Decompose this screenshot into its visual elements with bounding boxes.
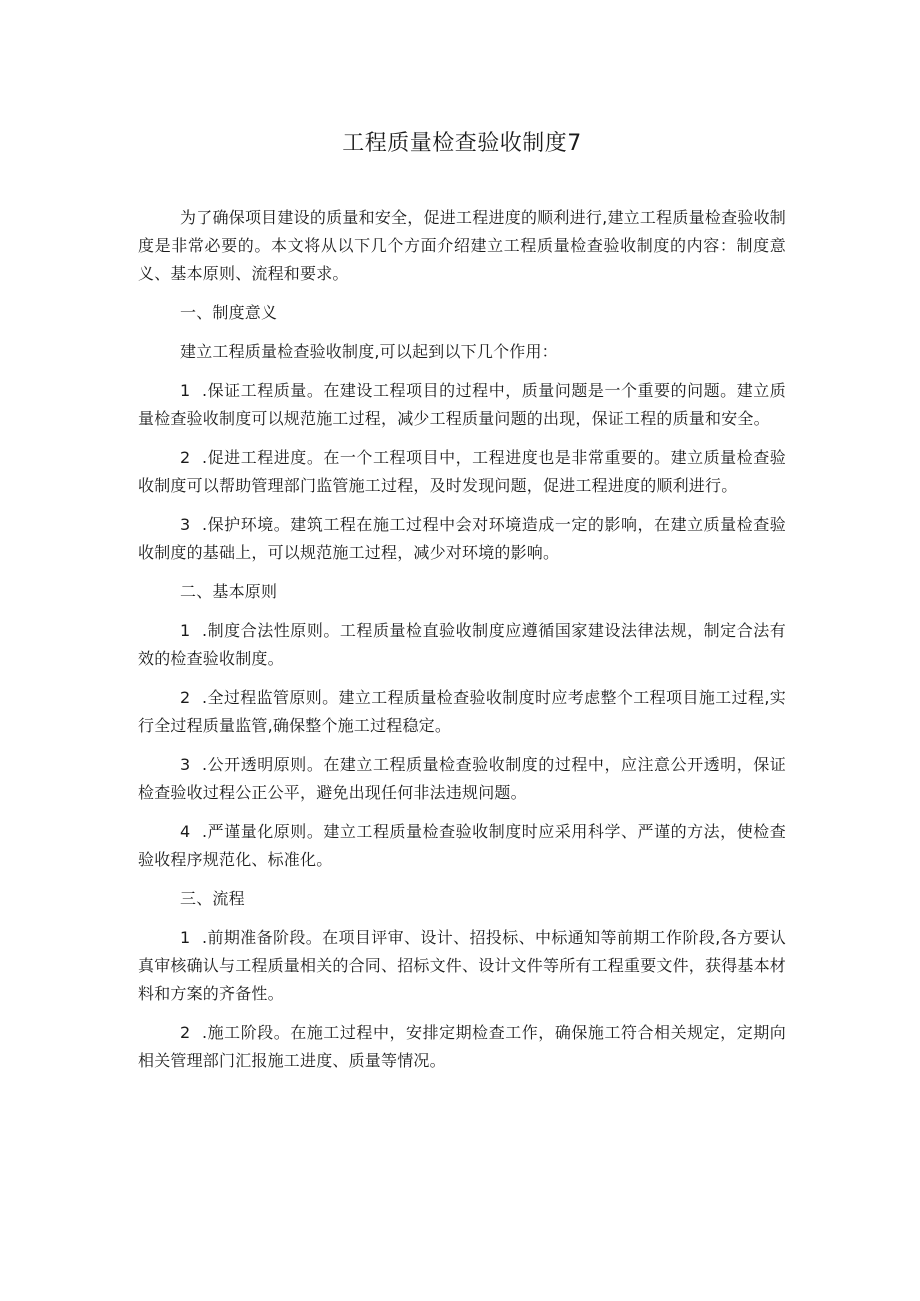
document-title: 工程质量检查验收制度7 <box>342 131 582 156</box>
item-number: 2 <box>180 688 191 707</box>
list-item <box>138 511 786 567</box>
section-heading: 二、基本原则 <box>180 582 278 601</box>
item-number: 2 <box>180 1023 191 1042</box>
item-text: .促进工程进度。在一个工程项目中，工程进度也是非常重要的。建立质量检查验收制度可以帮助管理部门监管施工过程，及时发现问题，促进工程进度的顺利进行。 <box>138 448 786 495</box>
list-item <box>138 1019 786 1075</box>
list-item <box>138 444 786 500</box>
intro-paragraph: 为了确保项目建设的质量和安全，促进工程进度的顺利进行,建立工程质量检查验收制度是非常必要的。本文将从以下几个方面介绍建立工程质量检查验收制度的内容：制度意义、基本原则、流程和要求。 <box>138 208 786 283</box>
item-number: 3 <box>180 515 191 534</box>
item-number: 1 <box>180 381 191 400</box>
item-number: 3 <box>180 755 191 774</box>
item-text: .前期准备阶段。在项目评审、设计、招投标、中标通知等前期工作阶段,各方要认真审核确认与工程质量相关的合同、招标文件、设计文件等所有工程重要文件，获得基本材料和方案的齐备性。 <box>138 928 787 1003</box>
list-item <box>138 377 786 433</box>
item-text: .制度合法性原则。工程质量检直验收制度应遵循国家建设法律法规，制定合法有效的检查验收制度。 <box>138 621 786 668</box>
item-text: .保证工程质量。在建设工程项目的过程中，质量问题是一个重要的问题。建立质量检查验收制度可以规范施工过程，减少工程质量问题的出现，保证工程的质量和安全。 <box>138 381 786 428</box>
list-item <box>138 818 786 874</box>
item-text: .施工阶段。在施工过程中，安排定期检查工作，确保施工符合相关规定，定期向相关管理部门汇报施工进度、质量等情况。 <box>138 1023 786 1070</box>
item-number: 1 <box>180 621 191 640</box>
item-number: 1 <box>180 928 191 947</box>
list-item <box>138 617 786 673</box>
item-text: .严谨量化原则。建立工程质量检查验收制度时应采用科学、严谨的方法，使检查验收程序规范化、标准化。 <box>138 822 786 869</box>
list-item <box>138 684 786 740</box>
section-heading: 一、制度意义 <box>180 303 278 322</box>
section-lead: 建立工程质量检查验收制度,可以起到以下几个作用： <box>180 342 558 361</box>
item-text: .保护环境。建筑工程在施工过程中会对环境造成一定的影响，在建立质量检查验收制度的基础上，可以规范施工过程，减少对环境的影响。 <box>138 515 786 562</box>
list-item <box>138 751 786 807</box>
list-item <box>138 924 786 1008</box>
item-text: .全过程监管原则。建立工程质量检查验收制度时应考虑整个工程项目施工过程,实行全过程质量监管,确保整个施工过程稳定。 <box>138 688 786 735</box>
item-number: 2 <box>180 448 191 467</box>
item-number: 4 <box>180 822 191 841</box>
section-heading: 三、流程 <box>180 889 245 908</box>
item-text: .公开透明原则。在建立工程质量检查验收制度的过程中，应注意公开透明，保证检查验收过程公正公平，避免出现任何非法违规问题。 <box>138 755 786 802</box>
